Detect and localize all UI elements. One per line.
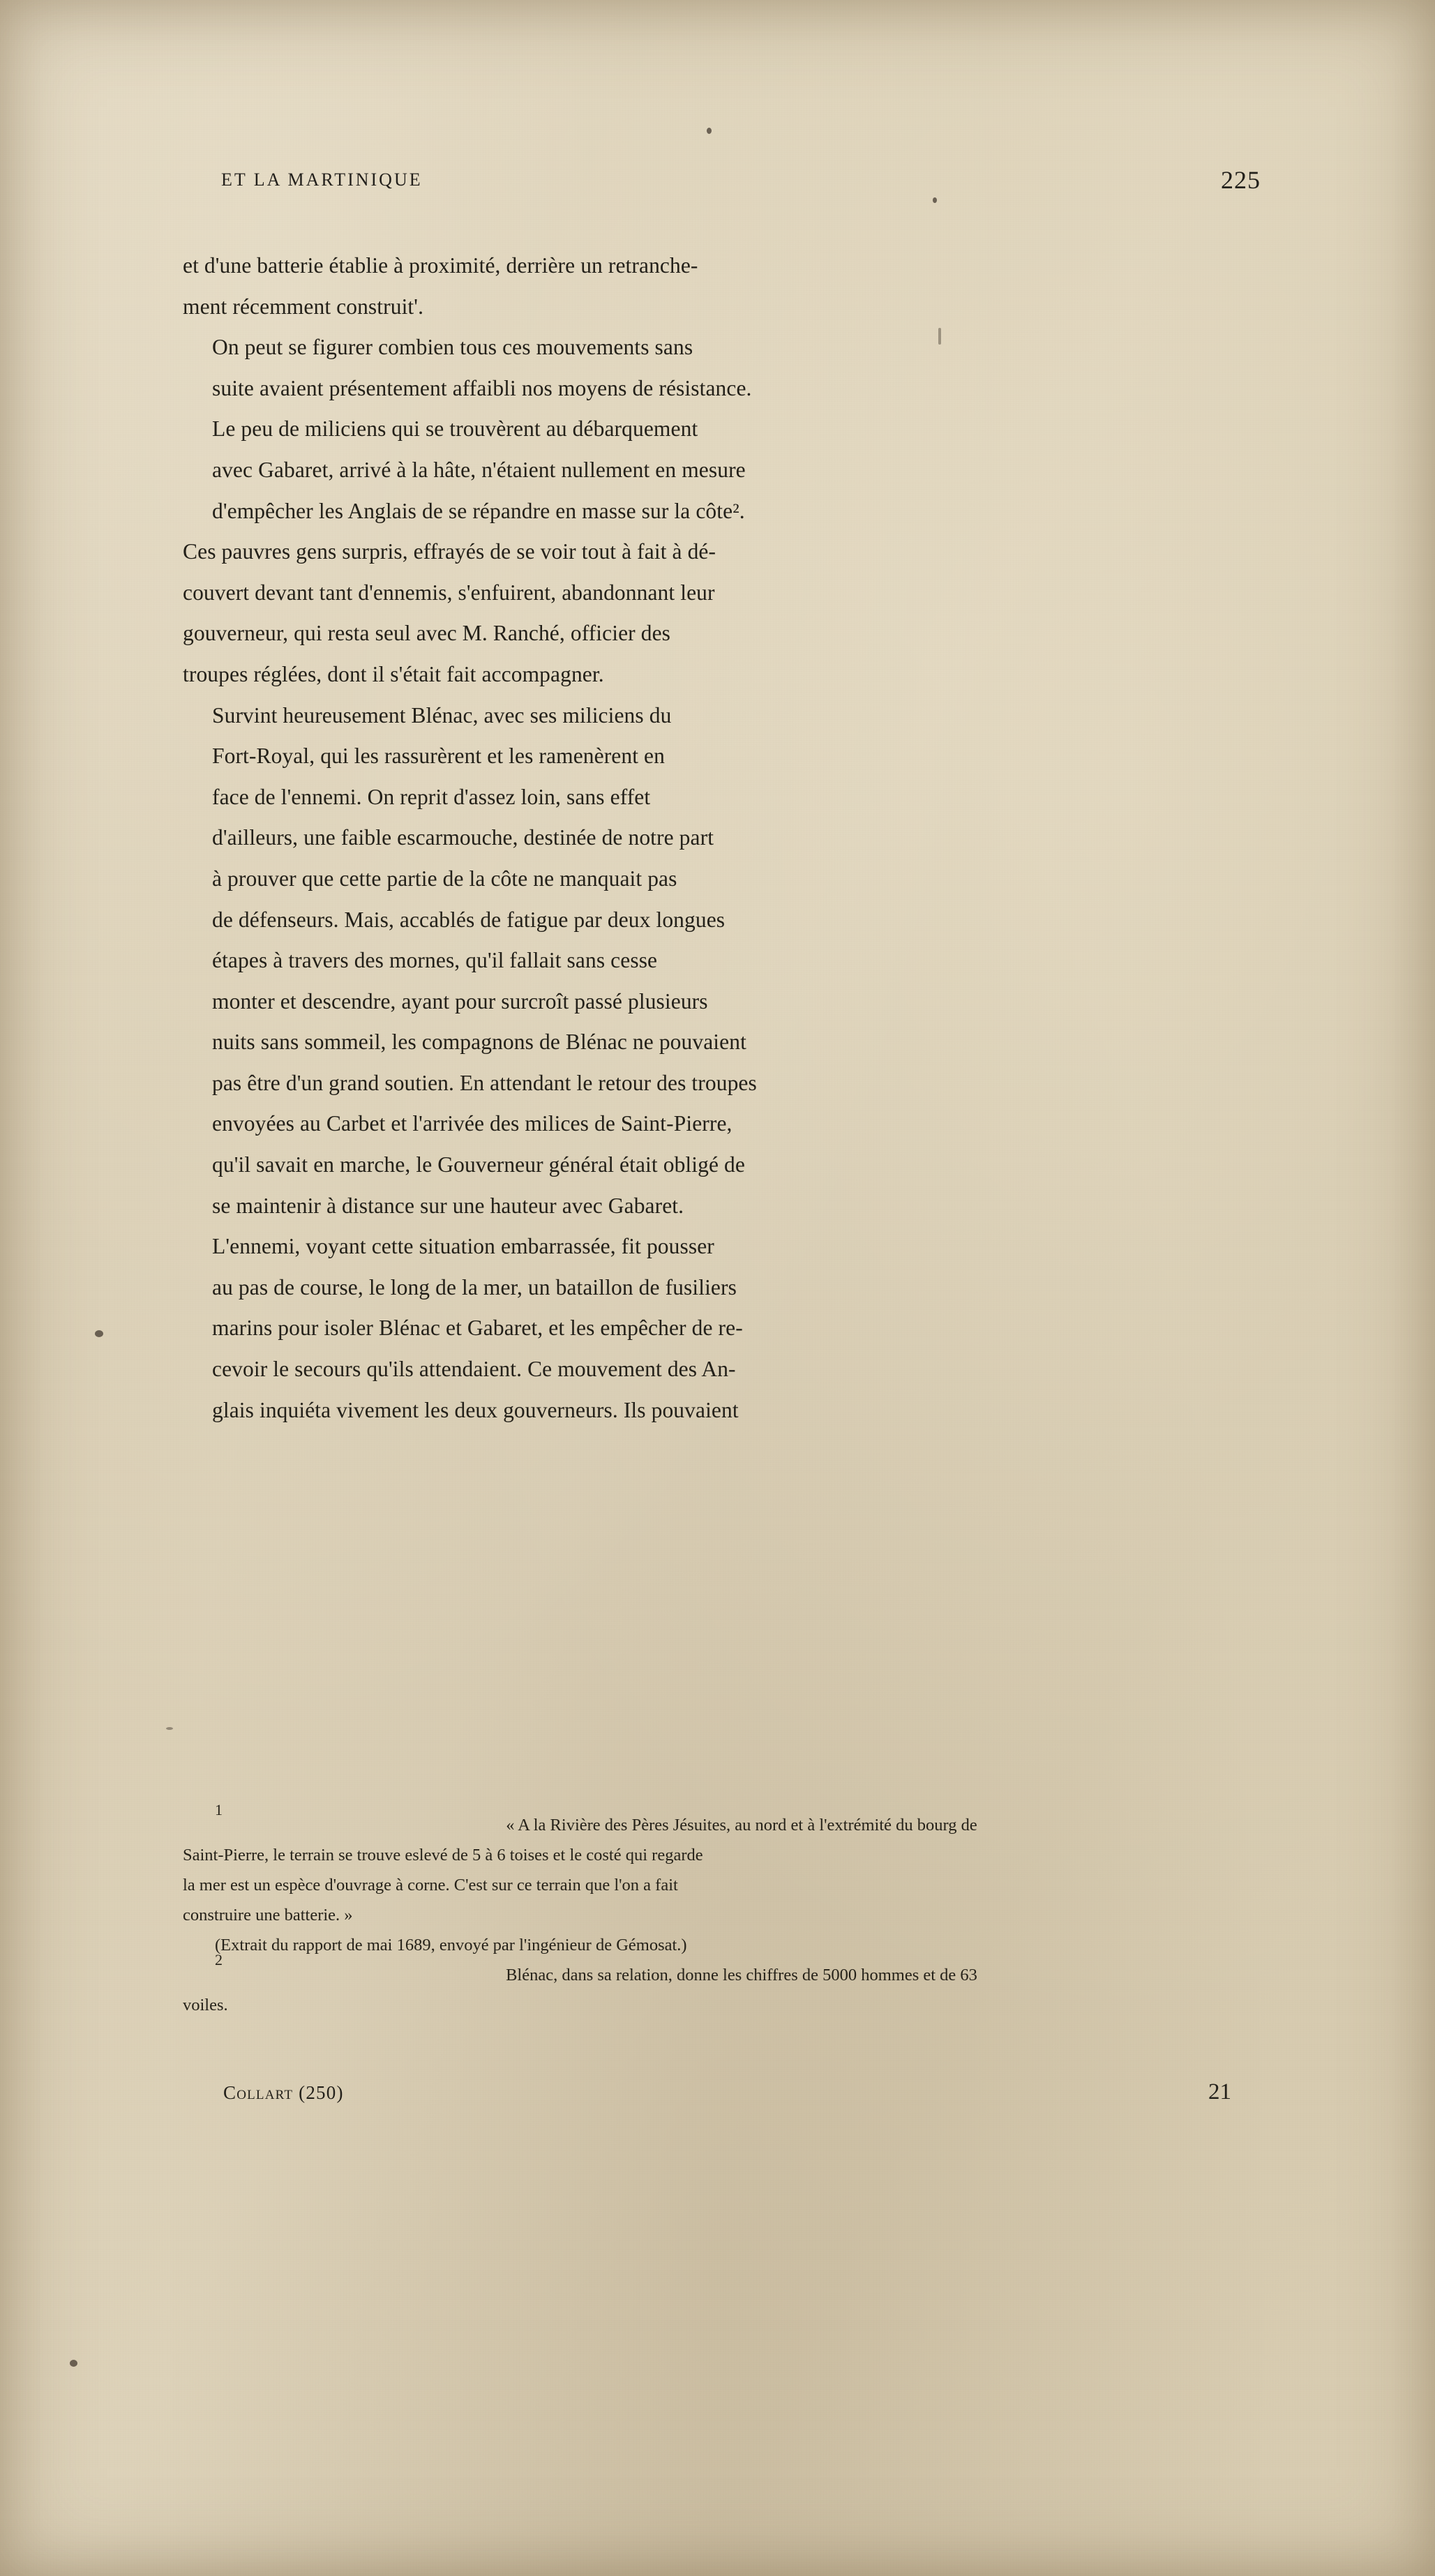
paragraph-2 bbox=[183, 327, 1261, 409]
footnote-line: Blénac, dans sa relation, donne les chiffres de 5000 hommes et de 63 bbox=[506, 1966, 977, 1984]
text-line: qu'il savait en marche, le Gouverneur général était obligé de bbox=[212, 1152, 745, 1177]
footnote-line: « A la Rivière des Pères Jésuites, au nord et à l'extrémité du bourg de bbox=[506, 1816, 977, 1835]
text-line: à prouver que cette partie de la côte ne manquait pas bbox=[212, 866, 677, 891]
text-line: pas être d'un grand soutien. En attendant le retour des troupes bbox=[212, 1070, 757, 1095]
page-content-area bbox=[183, 0, 1261, 2576]
footnote-line: Saint-Pierre, le terrain se trouve eslevé de 5 à 6 toises et le costé qui regarde bbox=[183, 1846, 703, 1865]
footnote-source: (Extrait du rapport de mai 1689, envoyé par l'ingénieur de Gémosat.) bbox=[215, 1936, 687, 1954]
colophon bbox=[183, 2079, 1261, 2114]
paragraph-6 bbox=[183, 1226, 1261, 1431]
text-line: de défenseurs. Mais, accablés de fatigue par deux longues bbox=[212, 907, 726, 932]
text-line: nuits sans sommeil, les compagnons de Blénac ne pouvaient bbox=[212, 1030, 746, 1055]
ink-speck bbox=[70, 2360, 77, 2367]
ink-speck bbox=[95, 1330, 103, 1337]
text-line: se maintenir à distance sur une hauteur avec Gabaret. bbox=[212, 1193, 684, 1218]
footnote-line: construire une batterie. » bbox=[183, 1906, 353, 1925]
paragraph-4 bbox=[183, 532, 1261, 695]
running-head bbox=[183, 166, 1261, 197]
body-text bbox=[183, 246, 1261, 1431]
paragraph-3 bbox=[183, 409, 1261, 532]
footnote-line: la mer est un espèce d'ouvrage à corne. C'est sur ce terrain que l'on a fait bbox=[183, 1876, 678, 1895]
text-line: Fort-Royal, qui les rassurèrent et les ramenèrent en bbox=[212, 744, 665, 769]
footnote-line: voiles. bbox=[183, 1996, 228, 2014]
text-line: L'ennemi, voyant cette situation embarrassée, fit pousser bbox=[212, 1234, 714, 1259]
footnote-2 bbox=[183, 1951, 1261, 2020]
page-number: 225 bbox=[1221, 166, 1261, 194]
footnote-1 bbox=[183, 1801, 1261, 1960]
paragraph-5 bbox=[183, 695, 1261, 1227]
text-line: glais inquiéta vivement les deux gouverneurs. Ils pouvaient bbox=[212, 1397, 739, 1422]
signature-mark: Collart (250) bbox=[223, 2082, 344, 2103]
text-line: étapes à travers des mornes, qu'il fallait sans cesse bbox=[212, 948, 658, 973]
ink-speck bbox=[166, 1727, 173, 1730]
sheet-number: 21 bbox=[1208, 2079, 1231, 2104]
text-line: envoyées au Carbet et l'arrivée des milices de Saint-Pierre, bbox=[212, 1111, 732, 1136]
paragraph-1 bbox=[183, 246, 1261, 327]
text-line: d'empêcher les Anglais de se répandre en masse sur la côte². bbox=[212, 498, 745, 523]
text-line: face de l'ennemi. On reprit d'assez loin, sans effet bbox=[212, 784, 651, 809]
text-line: et d'une batterie établie à proximité, derrière un retranche- bbox=[183, 253, 698, 278]
text-line: On peut se figurer combien tous ces mouvements sans bbox=[212, 335, 693, 360]
text-line: Le peu de miliciens qui se trouvèrent au débarquement bbox=[212, 416, 698, 442]
text-line: cevoir le secours qu'ils attendaient. Ce mouvement des An- bbox=[212, 1357, 736, 1382]
running-head-title: ET LA MARTINIQUE bbox=[221, 170, 423, 190]
text-line: couvert devant tant d'ennemis, s'enfuirent, abandonnant leur bbox=[183, 580, 715, 605]
text-line: troupes réglées, dont il s'était fait accompagner. bbox=[183, 661, 604, 686]
text-line: d'ailleurs, une faible escarmouche, destinée de notre part bbox=[212, 825, 714, 850]
text-line: marins pour isoler Blénac et Gabaret, et les empêcher de re- bbox=[212, 1316, 743, 1341]
text-line: suite avaient présentement affaibli nos moyens de résistance. bbox=[212, 375, 752, 400]
text-line: Survint heureusement Blénac, avec ses miliciens du bbox=[212, 702, 672, 728]
text-line: au pas de course, le long de la mer, un bataillon de fusiliers bbox=[212, 1274, 737, 1300]
footnote-marker: 1 bbox=[215, 1801, 223, 1818]
text-line: monter et descendre, ayant pour surcroît passé plusieurs bbox=[212, 988, 708, 1014]
text-line: ment récemment construit'. bbox=[183, 294, 424, 319]
footnotes-block bbox=[183, 1801, 1261, 2020]
text-line: Ces pauvres gens surpris, effrayés de se voir tout à fait à dé- bbox=[183, 539, 716, 564]
text-line: gouverneur, qui resta seul avec M. Ranché, officier des bbox=[183, 621, 671, 646]
footnote-marker: 2 bbox=[215, 1951, 223, 1968]
text-line: avec Gabaret, arrivé à la hâte, n'étaient nullement en mesure bbox=[212, 457, 746, 482]
